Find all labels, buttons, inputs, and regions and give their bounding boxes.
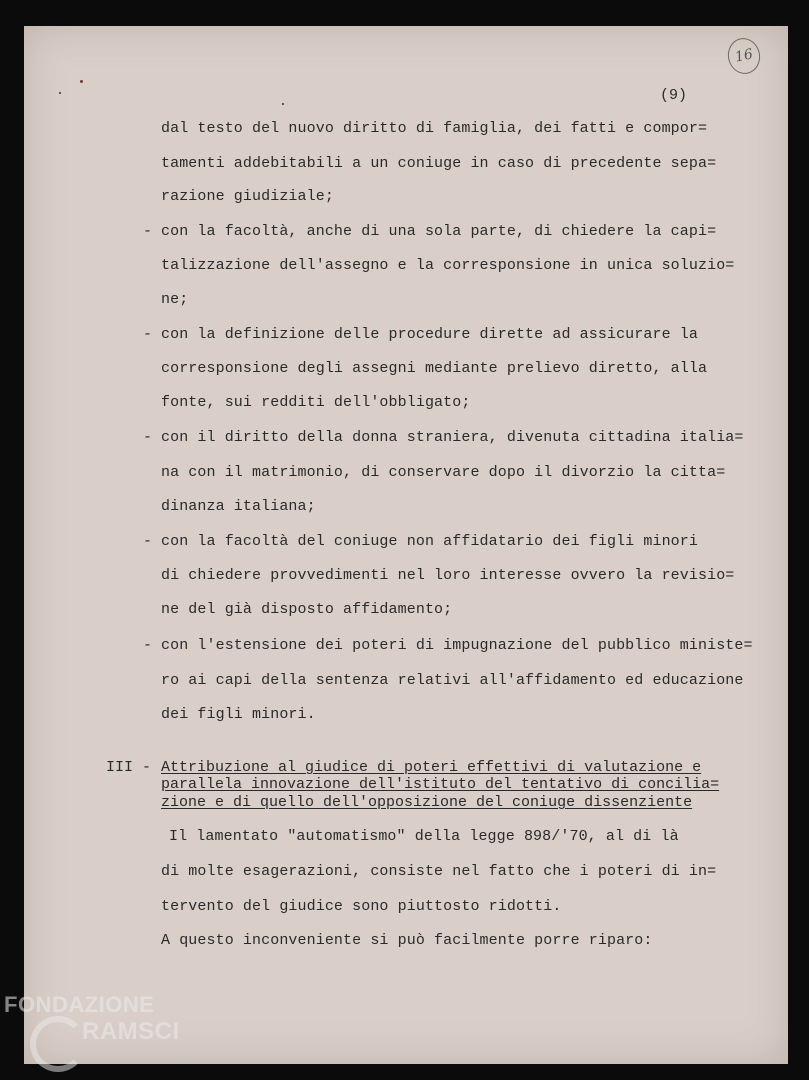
watermark-line1: FONDAZIONE	[4, 992, 155, 1017]
section-heading-line: parallela innovazione dell'istituto del tentativo di concilia=	[161, 776, 720, 793]
text-line: dinanza italiana;	[161, 498, 316, 515]
text-line: di molte esagerazioni, consiste nel fatto che i poteri di in=	[161, 863, 717, 880]
bullet-dash: -	[143, 637, 153, 654]
section-heading-line: zione e di quello dell'opposizione del coniuge dissenziente	[161, 794, 693, 811]
bullet-dash: -	[143, 223, 153, 240]
text-line: con la definizione delle procedure dirette ad assicurare la	[161, 326, 698, 343]
text-line: Il lamentato "automatismo" della legge 898/'70, al di là	[169, 828, 679, 845]
stain-mark	[80, 80, 83, 83]
text-line: ne del già disposto affidamento;	[161, 601, 453, 618]
watermark-line2: RAMSCI	[82, 1018, 180, 1045]
watermark-suffix: onlus	[168, 1050, 195, 1062]
dust-mark	[282, 103, 284, 105]
text-line: di chiedere provvedimenti nel loro interesse ovvero la revisio=	[161, 567, 735, 584]
bullet-dash: -	[143, 429, 153, 446]
text-line: tamenti addebitabili a un coniuge in caso di precedente sepa=	[161, 155, 717, 172]
text-line: A questo inconveniente si può facilmente porre riparo:	[161, 932, 653, 949]
text-line: ne;	[161, 291, 189, 308]
text-line: dei figli minori.	[161, 706, 316, 723]
text-line: talizzazione dell'assegno e la corresponsione in unica soluzio=	[161, 257, 735, 274]
fondazione-gramsci-watermark	[4, 990, 204, 1075]
bullet-dash: -	[143, 326, 153, 343]
text-line: con l'estensione dei poteri di impugnazione del pubblico ministe=	[161, 637, 753, 654]
text-line: corresponsione degli assegni mediante prelievo diretto, alla	[161, 360, 708, 377]
text-line: ro ai capi della sentenza relativi all'affidamento ed educazione	[161, 672, 744, 689]
text-line: con la facoltà del coniuge non affidatario dei figli minori	[161, 533, 698, 550]
text-line: fonte, sui redditi dell'obbligato;	[161, 394, 471, 411]
text-line: con la facoltà, anche di una sola parte, di chiedere la capi=	[161, 223, 717, 240]
section-numeral: III -	[106, 759, 152, 776]
watermark-g-logo-icon	[30, 1016, 86, 1072]
text-line: tervento del giudice sono piuttosto ridotti.	[161, 898, 562, 915]
text-line: na con il matrimonio, di conservare dopo il divorzio la citta=	[161, 464, 726, 481]
text-line: con il diritto della donna straniera, divenuta cittadina italia=	[161, 429, 744, 446]
bullet-dash: -	[143, 533, 153, 550]
text-line: dal testo del nuovo diritto di famiglia, dei fatti e compor=	[161, 120, 708, 137]
section-heading-line: Attribuzione al giudice di poteri effettivi di valutazione e	[161, 759, 702, 776]
text-line: razione giudiziale;	[161, 188, 334, 205]
dust-mark	[59, 92, 61, 94]
page-number: (9)	[660, 87, 688, 104]
archive-page-number: 16	[725, 35, 764, 77]
